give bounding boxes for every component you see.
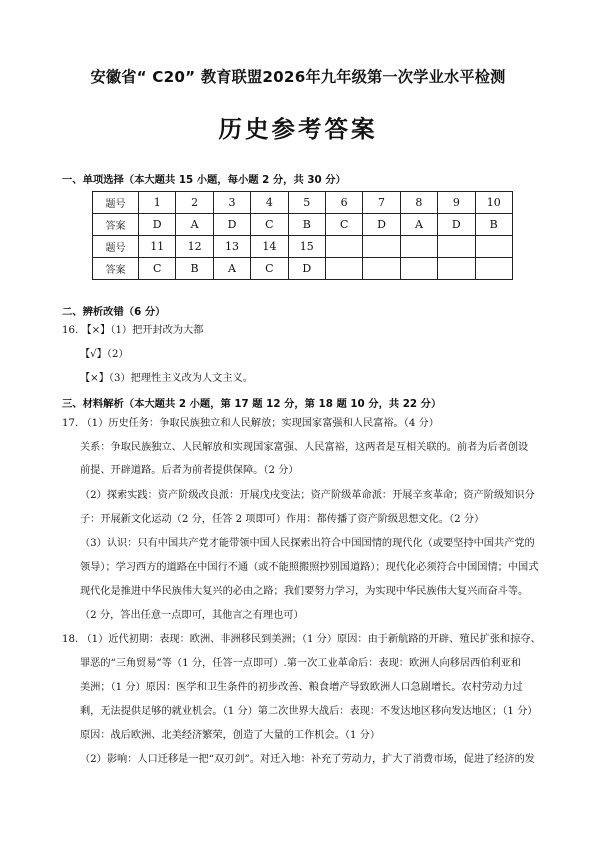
q18-line-6: （2）影响：人口迁移是一把“双刃剑”。对迁入地：补充了劳动力，扩大了消费市场，促进了经济的发	[80, 754, 535, 765]
q17-line-6: （3）认识：只有中国共产党才能带领中国人民探索出符合中国国情的现代化（或要坚持中国共产党的	[80, 538, 535, 549]
answer-cell: D	[288, 258, 325, 280]
section1-heading: 一、单项选择（本大题共 15 小题，每小题 2 分，共 30 分）	[62, 174, 346, 186]
empty-cell	[475, 236, 512, 258]
section3-heading: 三、材料解析（本大题共 2 小题，第 17 题 12 分，第 18 题 10 分，共 22 分）	[62, 398, 442, 410]
q16-line-1: 16. 【×】（1）把开封改为大都	[62, 325, 204, 336]
row-label-number: 题号	[93, 236, 139, 258]
q17-line-5: 子：开展新文化运动（2 分，任答 2 项即可）作用：都传播了资产阶级思想文化。（2 分）	[80, 514, 485, 525]
q17-line-9: （2 分，答出任意一点即可，其他言之有理也可）	[80, 610, 304, 621]
table-row	[93, 258, 513, 280]
q18-line-2: 罪恶的“三角贸易”等（1 分，任答一点即可）.第一次工业革命后：表现：欧洲人向移居西伯利亚和	[80, 658, 522, 669]
row-label-answer: 答案	[93, 214, 139, 236]
q17-line-2: 关系：争取民族独立、人民解放和实现国家富强、人民富裕，这两者是互相关联的。前者为后者创设	[80, 442, 529, 453]
question-number: 10	[475, 192, 512, 214]
table-row	[93, 192, 513, 214]
answer-cell: D	[363, 214, 400, 236]
answer-cell: D	[139, 214, 176, 236]
answer-cell: A	[213, 258, 250, 280]
empty-cell	[363, 236, 400, 258]
q17-line-3: 前提、开辟道路。后者为前者提供保障。（2 分）	[80, 465, 299, 476]
q16-line-2: 【√】（2）	[80, 349, 129, 360]
q18-line-5: 原因：战后欧洲、北美经济繁荣，创造了大量的工作机会。（1 分）	[80, 730, 381, 741]
empty-cell	[438, 236, 475, 258]
question-number: 13	[213, 236, 250, 258]
question-number: 14	[251, 236, 288, 258]
question-number: 15	[288, 236, 325, 258]
question-number: 4	[251, 192, 288, 214]
document-title: 历史参考答案	[218, 115, 378, 143]
answer-cell: B	[176, 258, 213, 280]
answer-cell: A	[176, 214, 213, 236]
empty-cell	[400, 258, 437, 280]
question-number: 7	[363, 192, 400, 214]
question-number: 6	[325, 192, 362, 214]
answer-cell: D	[213, 214, 250, 236]
row-label-answer: 答案	[93, 258, 139, 280]
empty-cell	[400, 236, 437, 258]
answer-cell: D	[438, 214, 475, 236]
answer-cell: B	[288, 214, 325, 236]
q16-line-3: 【×】（3）把理性主义改为人文主义。	[80, 373, 253, 384]
question-number: 1	[139, 192, 176, 214]
q17-line-1: 17. （1）历史任务：争取民族独立和人民解放；实现国家富强和人民富裕。（4 分）	[62, 418, 439, 429]
q18-line-3: 美洲；（1 分）原因：医学和卫生条件的初步改善、粮食增产导致欧洲人口急剧增长。农村劳动力过	[80, 682, 523, 693]
row-label-number: 题号	[93, 192, 139, 214]
q17-line-4: （2）探索实践：资产阶级改良派：开展戊戌变法；资产阶级革命派：开展辛亥革命；资产阶级知识分	[80, 490, 535, 501]
table-row	[93, 214, 513, 236]
empty-cell	[325, 258, 362, 280]
q18-line-1: 18. （1）近代初期：表现：欧洲、非洲移民到美洲；（1 分）原因：由于新航路的开辟、殖民扩张和掠夺、	[62, 634, 541, 645]
q18-line-4: 剩，无法提供足够的就业机会。（1 分）第二次世界大战后：表现：不发达地区移向发达地区；（1 分）	[80, 706, 538, 717]
question-number: 8	[400, 192, 437, 214]
q17-line-7: 领导）；学习西方的道路在中国行不通（或不能照搬照抄别国道路）；现代化必须符合中国国情；中国式	[80, 562, 539, 573]
question-number: 9	[438, 192, 475, 214]
empty-cell	[475, 258, 512, 280]
answer-cell: B	[475, 214, 512, 236]
answer-cell: C	[251, 258, 288, 280]
question-number: 3	[213, 192, 250, 214]
section2-heading: 二、辨析改错（6 分）	[62, 306, 166, 318]
answer-cell: C	[325, 214, 362, 236]
empty-cell	[363, 258, 400, 280]
q17-line-8: 现代化是推进中华民族伟大复兴的必由之路；我们要努力学习，为实现中华民族伟大复兴而奋斗等。	[80, 586, 529, 597]
empty-cell	[438, 258, 475, 280]
exam-title: 安徽省“ C20” 教育联盟2026年九年级第一次学业水平检测	[90, 68, 506, 86]
answer-table	[92, 191, 513, 280]
question-number: 2	[176, 192, 213, 214]
question-number: 5	[288, 192, 325, 214]
answer-cell: A	[400, 214, 437, 236]
question-number: 11	[139, 236, 176, 258]
question-number: 12	[176, 236, 213, 258]
answer-cell: C	[251, 214, 288, 236]
answer-cell: C	[139, 258, 176, 280]
empty-cell	[325, 236, 362, 258]
table-row	[93, 236, 513, 258]
